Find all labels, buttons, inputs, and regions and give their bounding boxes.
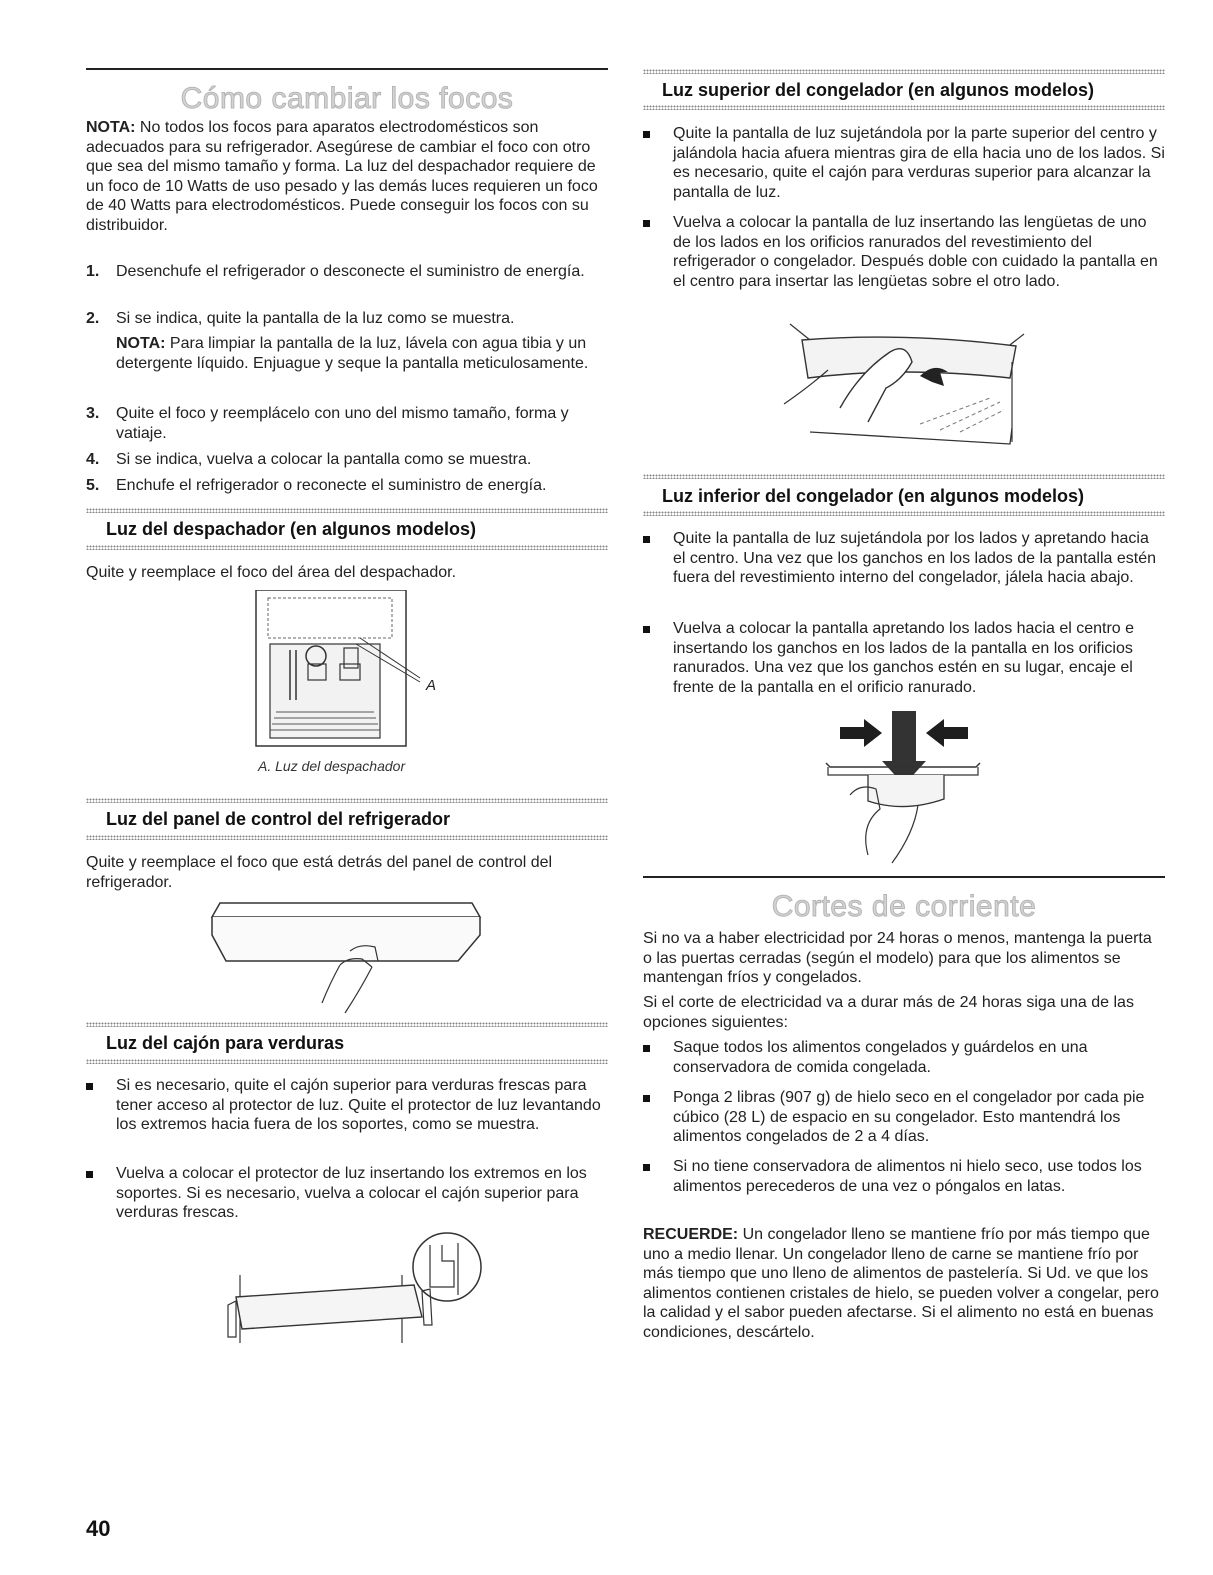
control-panel-illustration [200, 895, 490, 1020]
control-text: Quite y reemplace el foco que está detrás del panel de control del refrigerador. [86, 854, 553, 891]
dotted-rule [643, 511, 1165, 516]
subsection-title-upper-freezer: Luz superior del congelador (en algunos modelos) [662, 80, 1095, 100]
bullet-text: Vuelva a colocar el protector de luz insertando los extremos en los soportes. Si es necesario, vuelva a colocar el cajón superior para verduras frescas. [116, 1165, 587, 1221]
power-bullet-3 [643, 1157, 1165, 1217]
crisper-bullet-2 [86, 1164, 608, 1224]
step-text: Desenchufe el refrigerador o desconecte el suministro de energía. [116, 263, 585, 280]
note-label: NOTA: [116, 335, 166, 352]
dotted-rule [86, 798, 608, 803]
upper-bullet-1 [643, 124, 1165, 204]
note-text: No todos los focos para aparatos electrodomésticos son adecuados para su refrigerador. Asegúrese de cambiar el foco con otro que sea del mismo tamaño y forma. La luz del despachador requiere de un foco de 10 Watts de uso pesado y las demás luces requieren un foco de 40 Watts para electrodomésticos. Puede conseguir los focos con su distribuidor. [86, 119, 598, 234]
dotted-rule [86, 835, 608, 840]
dotted-rule [86, 1059, 608, 1064]
bullet-text: Quite la pantalla de luz sujetándola por la parte superior del centro y jalándola hacia afuera mientras gira de ella hacia uno de los lados. Si es necesario, quite el cajón para verduras superior para alcanzar la pantalla de luz. [673, 125, 1165, 201]
remember-paragraph [643, 1225, 1165, 1342]
right-mid-rule [643, 876, 1165, 878]
left-top-rule [86, 68, 608, 70]
bullet-text: Ponga 2 libras (907 g) de hielo seco en el congelador por cada pie cúbico (28 L) de espacio en su congelador. Esto mantendrá los alimentos congelados de 2 a 4 días. [673, 1089, 1145, 1145]
callout-a: A [426, 677, 437, 694]
step-number: 5. [86, 477, 100, 494]
step-number: 2. [86, 310, 100, 327]
bullet-text: Si es necesario, quite el cajón superior para verduras frescas para tener acceso al protector de luz. Quite el protector de luz levantando los extremos hacia fuera de los soportes, como se muestra. [116, 1077, 601, 1133]
crisper-bullet-1 [86, 1076, 608, 1156]
crisper-illustration [222, 1225, 492, 1355]
dotted-rule [643, 105, 1165, 110]
bullet-square [643, 1045, 650, 1052]
step-2 [86, 309, 608, 331]
power-paragraph-1: Si no va a haber electricidad por 24 horas o menos, mantenga la puerta o las puertas cerradas (según el modelo) para que los alimentos se mantengan fríos y congelados. [643, 930, 1152, 986]
dotted-rule [86, 1022, 608, 1027]
step-number: 1. [86, 263, 100, 280]
remember-text: Un congelador lleno se mantiene frío por más tiempo que uno a medio llenar. Un congelador lleno de carne se mantiene frío por más tiempo que uno lleno de alimentos de pastelería. Si Ud. ve que los alimentos contienen cristales de hielo, se pueden volver a congelar, pero la calidad y el sabor pueden afectarse. Si el alimento no está en buenas condiciones, descártelo. [643, 1226, 1159, 1341]
power-paragraph-2: Si el corte de electricidad va a durar más de 24 horas siga una de las opciones siguientes: [643, 994, 1134, 1031]
bullet-text: Quite la pantalla de luz sujetándola por los lados y apretando hacia el centro. Una vez que los ganchos en los lados de la pantalla estén fuera del revestimiento interno del congelador, jálela hacia abajo. [673, 530, 1156, 586]
bullet-square [643, 220, 650, 227]
dotted-rule [643, 474, 1165, 479]
bullet-square [86, 1171, 93, 1178]
bulb-note [86, 118, 608, 235]
bullet-square [643, 1164, 650, 1171]
dispenser-caption: A. Luz del despachador [258, 758, 406, 774]
page-number: 40 [86, 1516, 111, 1541]
step-number: 4. [86, 451, 100, 468]
note-label: NOTA: [86, 119, 136, 136]
step-text: Enchufe el refrigerador o reconecte el suministro de energía. [116, 477, 547, 494]
bullet-square [643, 626, 650, 633]
step-text: Si se indica, vuelva a colocar la pantalla como se muestra. [116, 451, 532, 468]
bullet-square [643, 1095, 650, 1102]
dotted-rule [643, 69, 1165, 74]
lower-freezer-illustration [820, 705, 990, 870]
note-text: Para limpiar la pantalla de la luz, lávela con agua tibia y un detergente líquido. Enjuague y seque la pantalla meticulosamente. [116, 335, 589, 372]
bullet-text: Si no tiene conservadora de alimentos ni hielo seco, use todos los alimentos perecederos de una vez o póngalos en latas. [673, 1158, 1142, 1195]
step-4 [86, 450, 608, 472]
bullet-text: Vuelva a colocar la pantalla de luz insertando las lengüetas de uno de los lados en los orificios ranurados del revestimiento del refrigerador o congelador. Después doble con cuidado la pantalla en el centro para insertar las lengüetas sobre el otro lado. [673, 214, 1158, 290]
dotted-rule [86, 508, 608, 513]
bullet-text: Saque todos los alimentos congelados y guárdelos en una conservadora de comida congelada. [673, 1039, 1088, 1076]
step-1 [86, 262, 608, 302]
section-title-bulbs: Cómo cambiar los focos [180, 82, 514, 115]
power-bullet-2 [643, 1088, 1165, 1148]
lower-bullet-1 [643, 529, 1165, 609]
dispenser-text: Quite y reemplace el foco del área del despachador. [86, 564, 457, 581]
bullet-square [643, 131, 650, 138]
bullet-square [643, 536, 650, 543]
upper-freezer-illustration [780, 322, 1040, 457]
remember-label: RECUERDE: [643, 1226, 739, 1243]
dotted-rule [86, 545, 608, 550]
step-5 [86, 476, 608, 498]
power-bullet-1 [643, 1038, 1165, 1078]
step2-note [116, 334, 606, 373]
subsection-title-lower-freezer: Luz inferior del congelador (en algunos modelos) [662, 486, 1085, 506]
subsection-title-dispenser: Luz del despachador (en algunos modelos) [106, 519, 477, 539]
step-number: 3. [86, 405, 100, 422]
step-text: Si se indica, quite la pantalla de la luz como se muestra. [116, 310, 515, 327]
bullet-square [86, 1083, 93, 1090]
lower-bullet-2 [643, 619, 1165, 699]
bullet-text: Vuelva a colocar la pantalla apretando los lados hacia el centro e insertando los ganchos en los lados de la pantalla en los orificios ranurados. Una vez que los ganchos estén en su lugar, encaje el frente de la pantalla en el orificio ranurado. [673, 620, 1135, 696]
step-text: Quite el foco y reemplácelo con uno del mismo tamaño, forma y vatiaje. [116, 405, 569, 442]
section-title-power-outage: Cortes de corriente [771, 890, 1037, 923]
step-3 [86, 404, 608, 444]
upper-bullet-2 [643, 213, 1165, 313]
subsection-title-control: Luz del panel de control del refrigerador [106, 809, 451, 829]
dispenser-illustration [240, 590, 460, 750]
subsection-title-crisper: Luz del cajón para verduras [106, 1033, 345, 1053]
